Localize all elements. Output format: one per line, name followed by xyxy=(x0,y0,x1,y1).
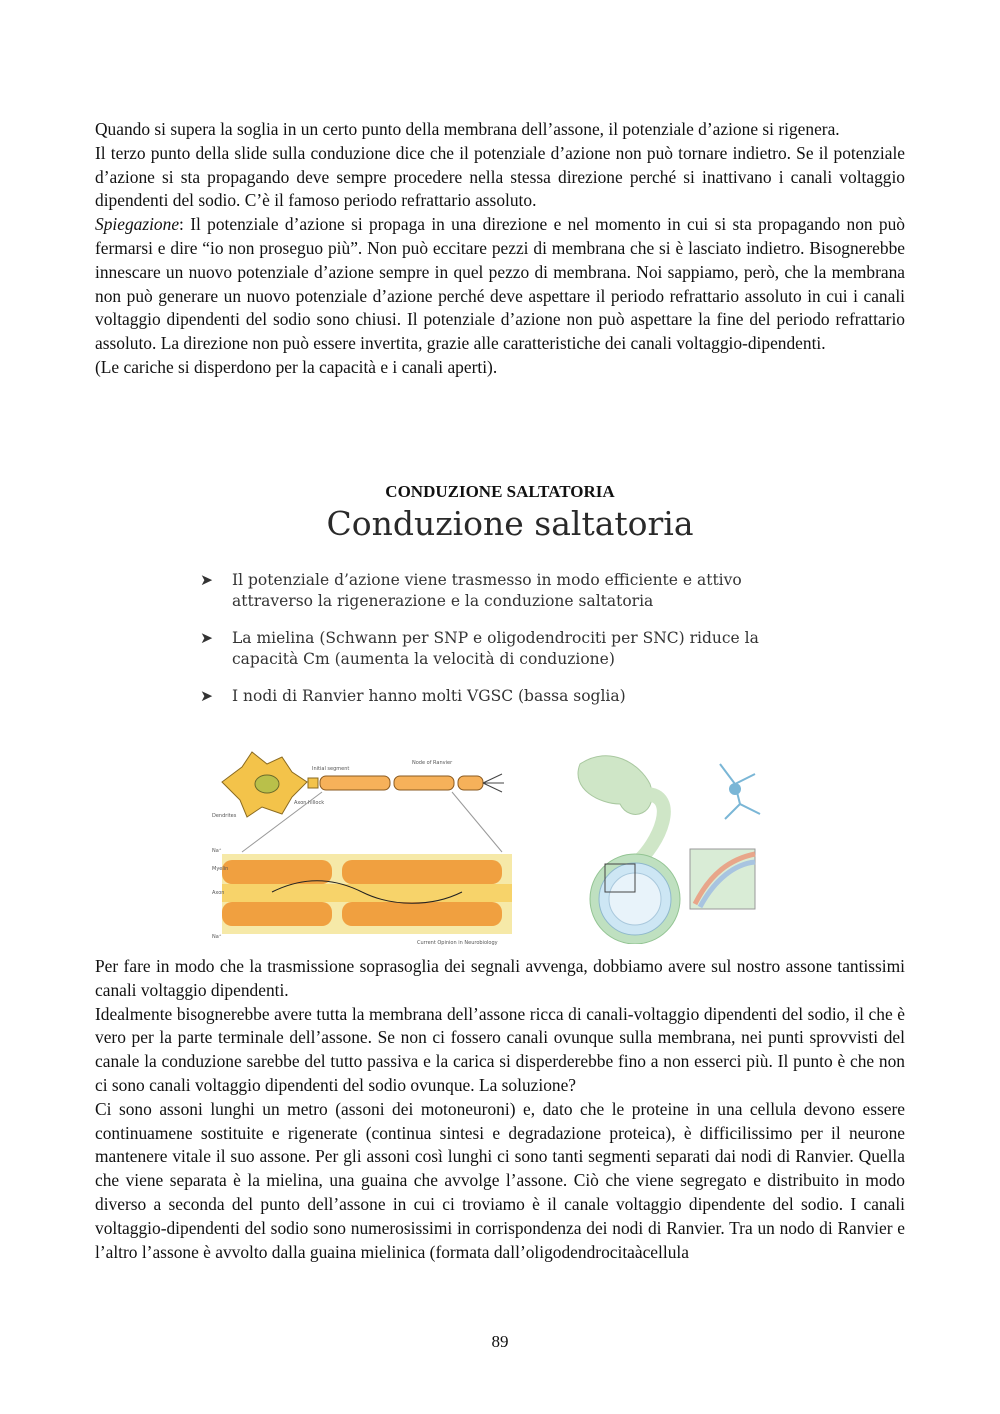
paragraph: Spiegazione: Il potenziale d’azione si propaga in una direzione e nel momento in cui si sta propagando non può fermarsi e dire “io non proseguo più”. Non può eccitare pezzi di membrana che si è lasciato indietro. Bisognerebbe innescare un nuovo potenziale d’azione sempre in quel pezzo di membrana. Noi sappiamo, però, che la membrana non può generare un nuovo potenziale d’azione perché deve aspettare il periodo refrattario assoluto in cui i canali voltaggio dipendenti del sodio sono chiusi. Il potenziale d’azione non può aspettare la fine del periodo refrattario assoluto. La direzione non può essere invertita, grazie alle caratteristiche dei canali voltaggio-dipendenti. xyxy=(95,214,905,354)
figure-credit: Current Opinion in Neurobiology xyxy=(417,940,498,946)
arrow-icon: ➤ xyxy=(200,687,213,705)
figure-label: Na⁺ xyxy=(212,934,222,940)
slide-bullet: ➤ I nodi di Ranvier hanno molti VGSC (bassa soglia) xyxy=(200,687,626,705)
figure-label: Node of Ranvier xyxy=(412,760,453,766)
slide-image xyxy=(190,502,810,950)
page-number: 89 xyxy=(491,1332,509,1351)
section-heading: CONDUZIONE SALTATORIA xyxy=(385,482,615,501)
paragraph: (Le cariche si disperdono per la capacità e i canali aperti). xyxy=(95,356,498,377)
figure-label: Axon hillock xyxy=(294,800,325,806)
paragraph: Quando si supera la soglia in un certo punto della membrana dell’assone, il potenziale d’azione si rigenera. xyxy=(95,119,840,139)
figure-label: Dendrites xyxy=(212,813,237,819)
explanation-text: Il potenziale d’azione si propaga in una direzione e nel momento in cui si sta propagando non può fermarsi e dire “io non proseguo più”. Non può eccitare pezzi di membrana che si è lasciato indietro. Bisognerebbe innescare un nuovo potenziale d’azione sempre in quel pezzo di membrana. Noi sappiamo, però, che la membrana non può generare un nuovo potenziale d’azione perché deve aspettare il periodo refrattario assoluto in cui i canali voltaggio dipendenti del sodio sono chiusi. Il potenziale d’azione non può aspettare la fine del periodo refrattario assoluto. La direzione non può essere invertita, grazie alle caratteristiche dei canali voltaggio-dipendenti. xyxy=(95,214,905,354)
arrow-icon: ➤ xyxy=(200,571,213,589)
figure-label: Myelin xyxy=(212,866,229,872)
paragraph: Ci sono assoni lunghi un metro (assoni dei motoneuroni) e, dato che le proteine in una cellula devono essere continuamene sostituite e rigenerate (continua sintesi e degradazione proteica), è difficilissimo per il neurone mantenere vitale il suo assone. Per gli assoni così lunghi ci sono tanti segmenti separati dai nodi di Ranvier. Quella che viene separata è la mielina, una guaina che avvolge l’assone. Ciò che viene segregato e distribuito in modo diverso a seconda del punto dell’assone in cui ci troviamo è il canale voltaggio dipendente del sodio. I canali voltaggio-dipendenti del sodio sono numerosissimi in corrispondenza dei nodi di Ranvier. Tra un nodo di Ranvier e l’altro l’assone è avvolto dalla guaina mielinica (formata dall’oligodendrocitaàcellula xyxy=(95,1098,905,1262)
paragraph: Per fare in modo che la trasmissione soprasoglia dei segnali avvenga, dobbiamo avere sul nostro assone tantissimi canali voltaggio dipendenti. xyxy=(95,956,905,1000)
paragraph: Il terzo punto della slide sulla conduzione dice che il potenziale d’azione non può tornare indietro. Se il potenziale d’azione si sta propagando deve sempre procedere nella stessa direzione perché si inattivano i canali voltaggio dipendenti del sodio. C’è il famoso periodo refrattario assoluto. xyxy=(95,142,905,211)
oligodendrocyte-figure xyxy=(560,744,775,944)
arrow-icon: ➤ xyxy=(200,629,213,647)
slide-bullets xyxy=(200,570,800,723)
bottom-text xyxy=(95,955,905,1264)
slide-title: Conduzione saltatoria xyxy=(326,504,694,543)
slide-bullet: ➤ La mielina (Schwann per SNP e oligodendrociti per SNC) riduce la capacità Cm (aumenta la velocità di conduzione) xyxy=(200,629,759,668)
figure-label: Initial segment xyxy=(312,766,350,772)
top-text xyxy=(95,118,905,380)
figure-label: Na⁺ xyxy=(212,848,222,854)
paragraph: Idealmente bisognerebbe avere tutta la membrana dell’assone ricca di canali-voltaggio dipendenti del sodio, il che è vero per la parte terminale dell’assone. Se non ci fossero canali ovunque sulla membrana, nei punti sprovvisti del canale la conduzione sarebbe del tutto passiva e la carica si disperderebbe fino a non esserci più. Il punto è che non ci sono canali voltaggio dipendenti del sodio ovunque. La soluzione? xyxy=(95,1003,905,1095)
slide-bullet: ➤ Il potenziale d’azione viene trasmesso in modo efficiente e attivo attraverso la rigenerazione e la conduzione saltatoria xyxy=(200,571,742,610)
figure-label: Axon xyxy=(212,890,225,896)
myelinated-axon-figure xyxy=(212,742,512,947)
explanation-label: Spiegazione xyxy=(95,214,180,235)
